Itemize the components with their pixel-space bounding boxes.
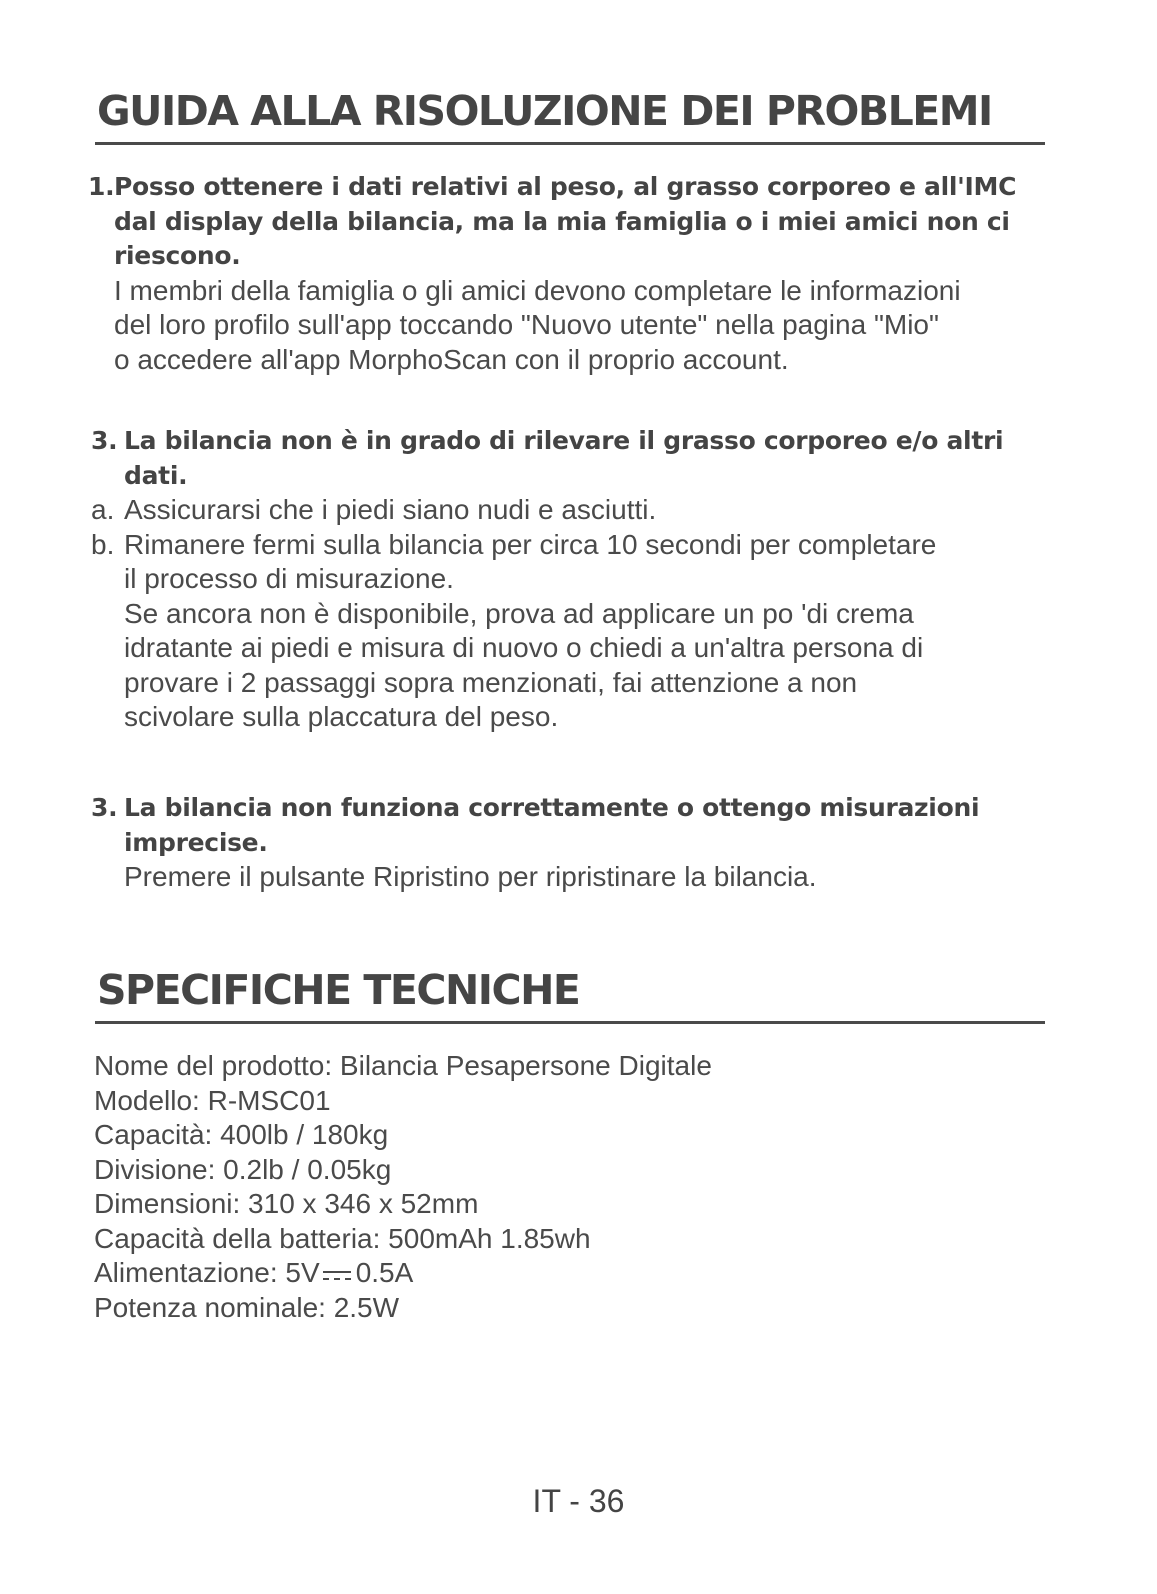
faq-answer-line: I membri della famiglia o gli amici devono completare le informazioni (114, 274, 961, 306)
list-item-b (91, 528, 1081, 735)
list-item-line: Se ancora non è disponibile, prova ad applicare un po 'di crema (124, 597, 914, 629)
specs-divider (95, 1021, 1045, 1024)
specs-list (94, 1049, 1084, 1325)
faq-question-line: dati. (124, 460, 188, 490)
list-marker: b. (91, 528, 115, 560)
spec-line: Divisione: 0.2lb / 0.05kg (94, 1153, 392, 1185)
list-marker: a. (91, 494, 115, 525)
spec-line: Modello: R-MSC01 (94, 1084, 331, 1116)
power-supply-suffix: 0.5A (355, 1257, 414, 1288)
spec-line-rated-power: Potenza nominale: 2.5W (94, 1291, 400, 1323)
spec-line: Capacità della batteria: 500mAh 1.85wh (94, 1222, 591, 1254)
power-supply-prefix: Alimentazione: 5V (94, 1257, 320, 1288)
faq-question-line: imprecise. (124, 827, 268, 857)
specs-title: SPECIFICHE TECNICHE (97, 966, 580, 1014)
troubleshooting-title: GUIDA ALLA RISOLUZIONE DEI PROBLEMI (97, 87, 992, 135)
faq-item-3 (91, 791, 1081, 895)
faq-question-line: dal display della bilancia, ma la mia famiglia o i miei amici non ci (114, 206, 1010, 236)
list-item-line: idratante ai piedi e misura di nuovo o chiedi a un'altra persona di (124, 632, 924, 663)
faq-number: 1. (88, 172, 115, 201)
spec-line: Dimensioni: 310 x 346 x 52mm (94, 1188, 479, 1219)
faq-number: 3. (91, 793, 118, 822)
faq-answer-line: Premere il pulsante Ripristino per ripristinare la bilancia. (124, 861, 817, 892)
list-item-line: provare i 2 passaggi sopra menzionati, fai attenzione a non (124, 666, 858, 698)
faq-answer-line: del loro profilo sull'app toccando "Nuovo utente" nella pagina "Mio" (114, 309, 939, 340)
faq-number: 3. (91, 426, 118, 455)
faq-item-1 (88, 170, 1078, 377)
spec-line: Nome del prodotto: Bilancia Pesapersone Digitale (94, 1050, 712, 1081)
faq-question-line: Posso ottenere i dati relativi al peso, al grasso corporeo e all'IMC (114, 172, 1017, 201)
faq-item-2 (91, 424, 1081, 735)
list-item-a (91, 493, 1081, 528)
faq-question-line: La bilancia non è in grado di rilevare il grasso corporeo e/o altri (124, 426, 1004, 455)
spec-line: Capacità: 400lb / 180kg (94, 1119, 389, 1150)
title-divider (95, 142, 1045, 145)
list-item-line: il processo di misurazione. (124, 563, 454, 594)
list-item-line: Assicurarsi che i piedi siano nudi e asciutti. (124, 494, 657, 525)
faq-question-line: riescono. (114, 241, 241, 270)
faq-question-line: La bilancia non funziona correttamente o ottengo misurazioni (124, 793, 980, 822)
page-number: IT - 36 (532, 1483, 625, 1519)
list-item-line: Rimanere fermi sulla bilancia per circa 10 secondi per completare (124, 528, 937, 560)
list-item-line: scivolare sulla placcatura del peso. (124, 701, 559, 732)
spec-line-power-supply (94, 1256, 1084, 1291)
faq-answer-line: o accedere all'app MorphoScan con il proprio account. (114, 343, 789, 375)
dc-current-icon (322, 1268, 352, 1282)
